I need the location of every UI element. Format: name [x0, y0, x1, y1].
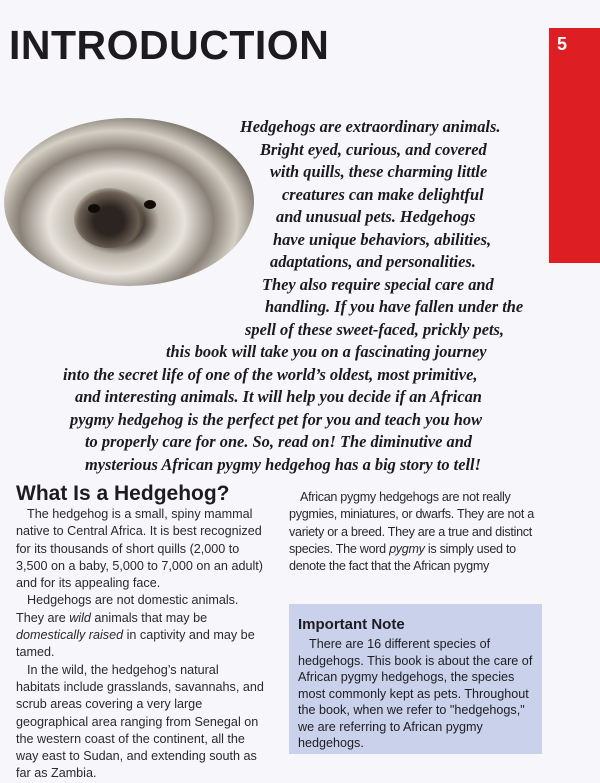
hedgehog-photo — [4, 118, 254, 286]
hedgehog-eye — [88, 204, 100, 213]
paragraph: African pygmy hedgehogs are not really pygmies, miniatures, or dwarfs. They are not a variety or a breed. They are a true and distinct species. The word pygmy is simply used to denote the fact that the African pygmy — [289, 490, 534, 574]
intro-line: and interesting animals. It will help you decide if an African — [75, 387, 482, 406]
intro-line: into the secret life of one of the world’s oldest, most primitive, — [63, 364, 478, 384]
section-heading: What Is a Hedgehog? — [16, 482, 230, 505]
intro-line: have unique behaviors, abilities, — [273, 229, 492, 249]
paragraph: Hedgehogs are not domestic animals. They are wild animals that may be domestically raised in captivity and may be tamed. — [16, 593, 255, 660]
page-number: 5 — [557, 34, 568, 54]
hedgehog-eye — [144, 200, 156, 209]
important-note-box — [289, 604, 542, 754]
note-heading: Important Note — [298, 616, 405, 633]
intro-line: spell of these sweet-faced, prickly pets, — [245, 319, 504, 339]
intro-line: handling. If you have fallen under the — [265, 297, 524, 316]
intro-line: with quills, these charming little — [270, 162, 488, 181]
intro-line: creatures can make delightful — [282, 184, 484, 204]
intro-line: this book will take you on a fascinating journey — [166, 342, 487, 361]
paragraph: The hedgehog is a small, spiny mammal native to Central Africa. It is best recognized for its thousands of short quills (2,000 to 3,500 on a baby, 5,000 to 7,000 on an adult) and for its appealing face. — [16, 507, 263, 591]
intro-line: Hedgehogs are extraordinary animals. — [240, 117, 501, 136]
intro-line: adaptations, and personalities. — [270, 252, 476, 271]
intro-line: pygmy hedgehog is the perfect pet for you and teach you how — [70, 409, 483, 429]
left-column — [16, 506, 266, 783]
intro-line: and unusual pets. Hedgehogs — [276, 207, 476, 226]
paragraph: In the wild, the hedgehog’s natural habitats include grasslands, savannahs, and scrub areas covering a very large geographical area ranging from Senegal on the western coast of the continent, all the way east to Sudan, and extending south as far as Zambia. — [16, 662, 264, 781]
right-column — [289, 489, 551, 575]
intro-line: Bright eyed, curious, and covered — [260, 139, 487, 159]
intro-line: They also require special care and — [262, 274, 494, 294]
page-title: INTRODUCTION — [9, 22, 330, 68]
hedgehog-face — [74, 188, 144, 248]
note-text: There are 16 different species of hedgehogs. This book is about the care of African pygmy hedgehogs, the species most commonly kept as pets. Throughout the book, when we refer to "hedgehogs," we are referring to African pygmy hedgehogs. — [298, 637, 533, 750]
chapter-tab — [549, 28, 600, 263]
intro-line: mysterious African pygmy hedgehog has a big story to tell! — [85, 454, 481, 474]
intro-line: to properly care for one. So, read on! The diminutive and — [85, 432, 473, 451]
